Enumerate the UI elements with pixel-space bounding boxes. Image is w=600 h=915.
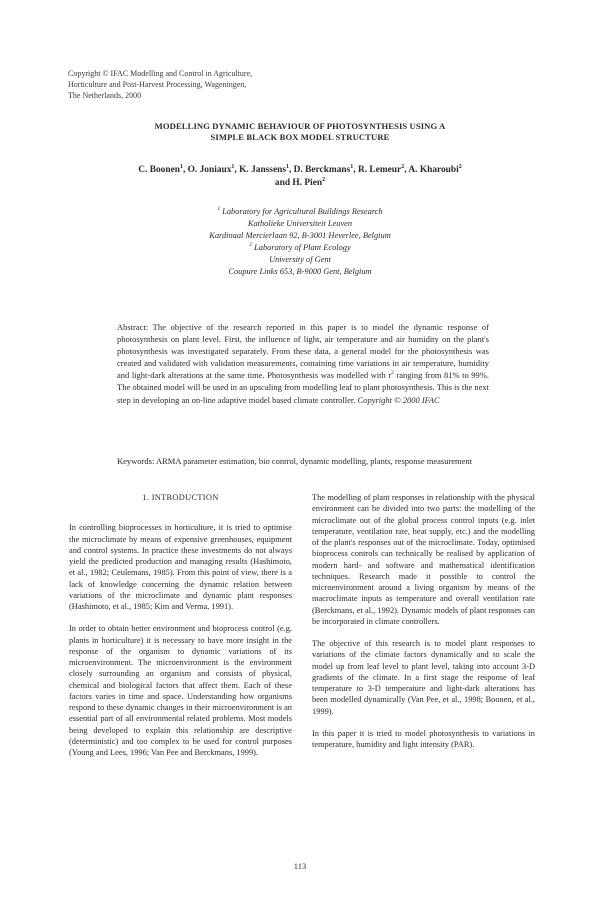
abstract-text: ranging from 81% to 99%. The obtained model will be used in an upscaling from modelling leaf to plant photosynthesis. This is the next step in developing an on-line adaptive model based climate controller. — [117, 370, 489, 405]
affiliation-university: University of Gent — [269, 255, 331, 265]
affiliation-marker: 2 — [401, 163, 405, 170]
copyright-line: Copyright © IFAC Modelling and Control in Agriculture, — [68, 69, 253, 78]
paragraph: The modelling of plant responses in relationship with the physical environment can be divided into two parts: the modelling of the microclimate out of the global process control inputs (e.g. inlet temperature, ventilation rate, heat supply, etc.) and the modelling of the plant's responses out of the microclimate. Today, optimised bioprocess controls can technically be realised by application of modern hard- and software and mathematical identification techniques. Research made it possible to control the microenvironment around a living organism by means of the macroclimate inputs as temperature and overall ventilation rate (Berckmans, et al., 1992). Dynamic models of plant responses can be incorporated in climate controllers. — [312, 493, 535, 626]
affiliation-lab — [130, 242, 470, 254]
author-line — [110, 177, 490, 190]
title-line: SIMPLE BLACK BOX MODEL STRUCTURE — [210, 132, 390, 142]
paragraph: The objective of this research is to model plant responses to variations of the climate factors dynamically and to scale the model up from leaf level to plant level, taking into account 3-D gradients of the climate. In a first stage the response of leaf temperature to 3-D temperature and light-dark alterations has been modelled dynamically (Van Pee, et al., 1998; Boonen, et al., 1999). — [312, 639, 535, 716]
affiliations — [130, 206, 470, 279]
author: , R. Lemeur — [353, 165, 402, 175]
author: , A. Kharoubi — [404, 165, 459, 175]
author-line — [110, 164, 490, 177]
abstract — [117, 321, 489, 406]
author: , D. Berckmans — [288, 165, 351, 175]
paper-title — [100, 121, 500, 143]
affiliation-marker: 1 — [217, 206, 221, 213]
affiliation-address: Kardinaal Mercierlaan 92, B-3001 Heverlee, Belgium — [209, 231, 391, 241]
right-column — [312, 492, 535, 761]
keywords: Keywords: ARMA parameter estimation, bio control, dynamic modelling, plants, response measurement — [117, 456, 473, 466]
author: C. Boonen — [138, 165, 180, 175]
affiliation-lab-name: Laboratory of Plant Ecology — [252, 243, 351, 253]
copyright-line: Horticulture and Post-Harvest Processing, Wageningen, — [68, 80, 247, 89]
paragraph: In controlling bioprocesses in horticulture, it is tried to optimise the microclimate by means of expensive greenhouses, equipment and control systems. In practice these investments do not always yield the predicted production and managing results (Hashimoto, et al., 1982; Ceulemans, 1985). From this point of view, there is a lack of knowledge concerning the dynamic relation between variations of the microclimate and dynamic plant responses (Hashimoto, et al., 1985; Kim and Verma, 1991). — [69, 523, 292, 611]
affiliation-lab-name: Laboratory for Agricultural Buildings Research — [220, 207, 383, 216]
affiliation-address: Coupure Links 653, B-9000 Gent, Belgium — [228, 267, 372, 277]
abstract-text: Abstract: The objective of the research reported in this paper is to model the dynamic response of photosynthesis on plant level. First, the influence of light, air temperature and air humidity on the plant's photosynthesis was investigated separately. From these data, a general model for the photosynthesis was created and validated with validation measurements, containing time variations in air temperature, humidity and light-dark alterations at the same time. Photosynthesis was modelled with r — [117, 322, 489, 381]
paragraph: In order to obtain better environment and bioprocess control (e.g. plants in horticulture) it is necessary to have more insight in the response of the organism to dynamic variations of its microenvironment. The microenvironment is the environment closely surrounding an organism and consists of physical, chemical and biological factors that affect them. Each of these factors varies in time and space. Understanding how organisms respond to these dynamic changes in their microenvironment is an essential part of all environmental related problems. Most models being developed to explain this relationship are descriptive (deterministic) and too complex to be used for control purposes (Young and Lees, 1996; Van Pee and Berckmans, 1999). — [69, 624, 292, 757]
abstract-copyright: Copyright © 2000 IFAC — [357, 394, 440, 405]
copyright-notice — [68, 68, 368, 101]
affiliation-marker: 1 — [285, 163, 289, 170]
affiliation-university: Katholieke Universiteit Leuven — [247, 219, 353, 229]
affiliation-marker: 2 — [322, 176, 326, 183]
author-list — [110, 164, 490, 190]
section-heading: 1. INTRODUCTION — [142, 493, 219, 502]
affiliation-marker: 2 — [249, 242, 253, 249]
affiliation-marker: 1 — [179, 163, 183, 170]
affiliation-marker: 1 — [350, 163, 354, 170]
left-column — [69, 492, 292, 769]
affiliation-marker: 1 — [231, 163, 235, 170]
affiliation-lab — [130, 206, 470, 218]
r-squared-superscript: 2 — [391, 370, 394, 377]
copyright-line: The Netherlands, 2000 — [68, 91, 142, 100]
author: , K. Janssens — [234, 165, 286, 175]
author: and H. Pien — [274, 178, 323, 188]
author: , O. Joniaux — [182, 165, 232, 175]
page-number: 113 — [293, 861, 307, 871]
paragraph: In this paper it is tried to model photosynthesis to variations in temperature, humidity and light intensity (PAR). — [312, 728, 535, 749]
title-line: MODELLING DYNAMIC BEHAVIOUR OF PHOTOSYNTHESIS USING A — [154, 121, 446, 131]
affiliation-marker: 2 — [458, 163, 462, 170]
